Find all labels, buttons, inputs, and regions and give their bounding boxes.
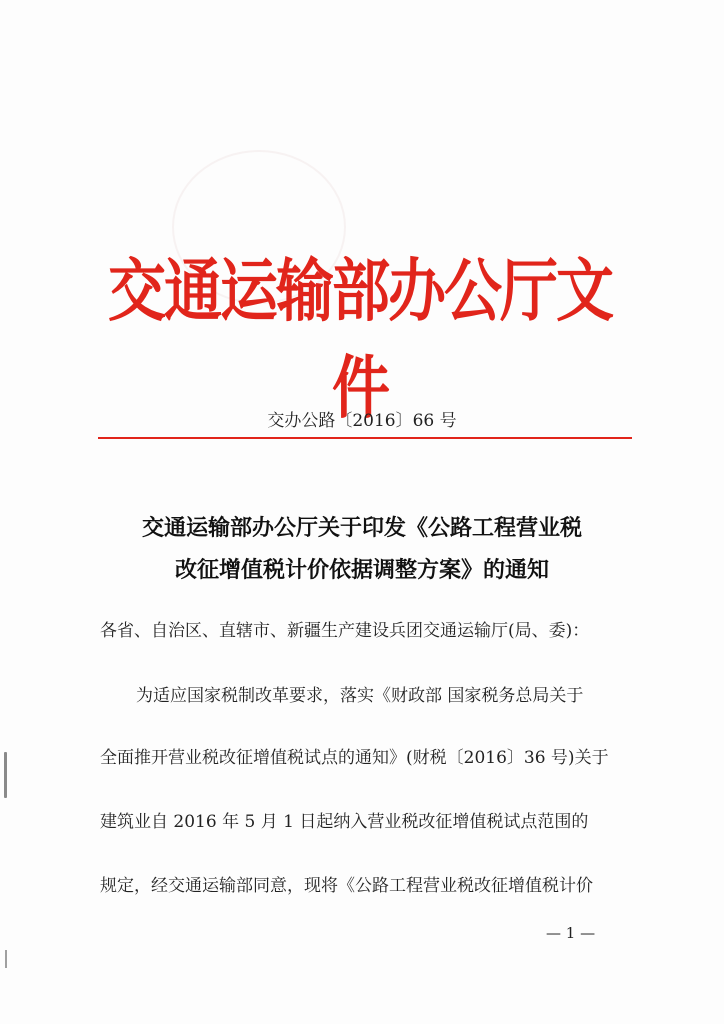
body-line-3: 建筑业自 2016 年 5 月 1 日起纳入营业税改征增值税试点范围的	[100, 812, 589, 832]
document-number: 交办公路〔2016〕66 号	[267, 411, 457, 431]
page-number: — 1 —	[546, 924, 596, 942]
notice-title-line-2: 改征增值税计价依据调整方案》的通知	[174, 558, 549, 583]
body-line-1: 为适应国家税制改革要求，落实《财政部 国家税务总局关于	[136, 686, 584, 706]
notice-title-line-1: 交通运输部办公厅关于印发《公路工程营业税	[141, 516, 582, 541]
body-line-2: 全面推开营业税改征增值税试点的通知》(财税〔2016〕36 号)关于	[100, 748, 609, 768]
body-line-4: 规定，经交通运输部同意，现将《公路工程营业税改征增值税计价	[100, 876, 593, 896]
notice-title	[0, 508, 724, 592]
red-separator-line	[98, 437, 632, 439]
salutation: 各省、自治区、直辖市、新疆生产建设兵团交通运输厅(局、委)：	[100, 621, 590, 641]
masthead-title: 交通运输部办公厅文件	[107, 250, 612, 428]
scan-edge-mark	[4, 752, 7, 798]
scan-edge-mark	[5, 950, 7, 968]
